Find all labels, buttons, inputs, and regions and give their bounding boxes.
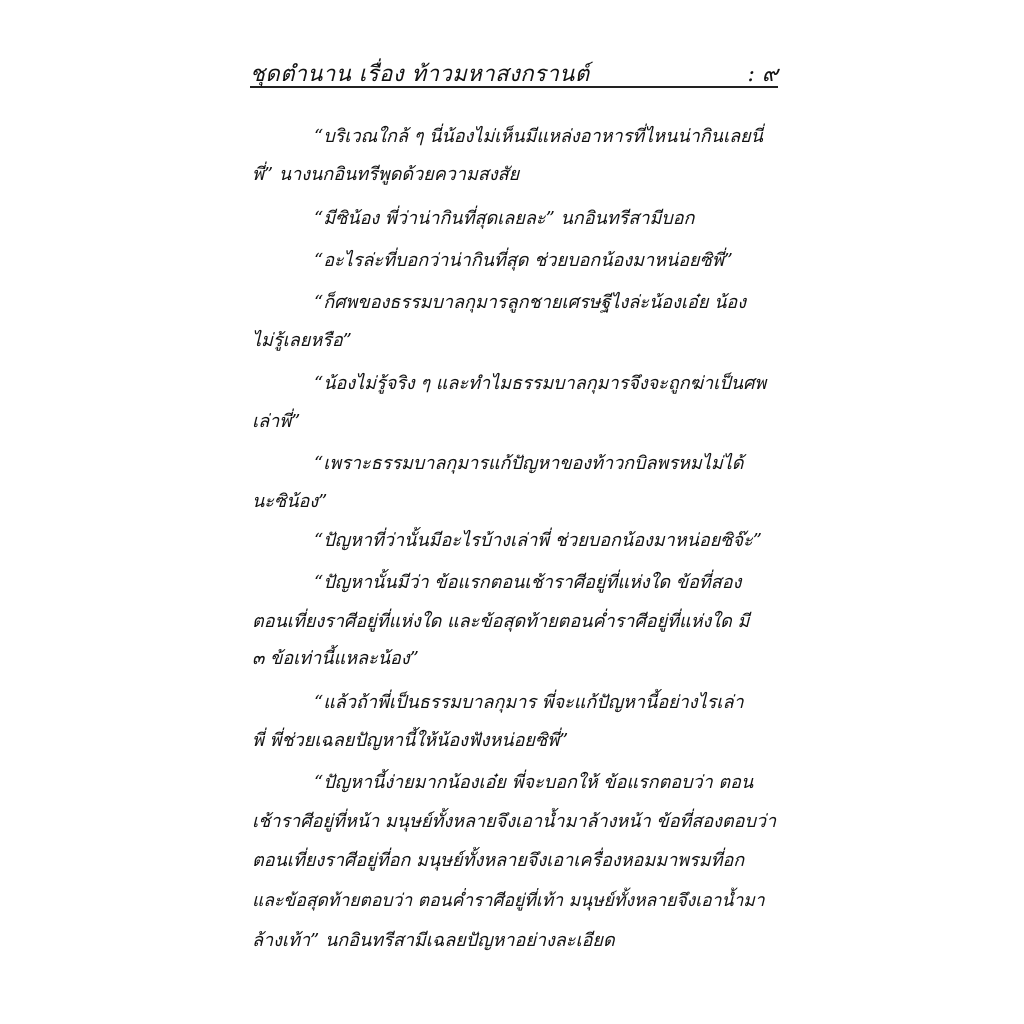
text-line: เช้าราศีอยู่ที่หน้า มนุษย์ทั้งหลายจึงเอาน้ำมาล้างหน้า ข้อที่สองตอบว่า	[252, 811, 777, 832]
text-line: “ปัญหาที่ว่านั้นมีอะไรบ้างเล่าพี่ ช่วยบอกน้องมาหน่อยซิจ๊ะ”	[314, 530, 762, 551]
header-rule	[250, 86, 778, 88]
text-line: เล่าพี่”	[252, 411, 301, 432]
text-line: “น้องไม่รู้จริง ๆ และทำไมธรรมบาลกุมารจึงจะถูกฆ่าเป็นศพ	[314, 373, 767, 394]
text-line: “อะไรล่ะที่บอกว่าน่ากินที่สุด ช่วยบอกน้องมาหน่อยซิพี่”	[314, 250, 733, 271]
text-line: “แล้วถ้าพี่เป็นธรรมบาลกุมาร พี่จะแก้ปัญหานี้อย่างไรเล่า	[314, 692, 744, 713]
text-line: ล้างเท้า” นกอินทรีสามีเฉลยปัญหาอย่างละเอียด	[252, 930, 615, 951]
text-line: “ปัญหานั้นมีว่า ข้อแรกตอนเช้าราศีอยู่ที่แห่งใด ข้อที่สอง	[314, 572, 742, 593]
text-line: “มีซิน้อง พี่ว่าน่ากินที่สุดเลยละ” นกอินทรีสามีบอก	[314, 208, 695, 229]
text-line: ไม่รู้เลยหรือ”	[252, 330, 352, 351]
text-line: ตอนเที่ยงราศีอยู่ที่แห่งใด และข้อสุดท้ายตอนค่ำราศีอยู่ที่แห่งใด มี	[252, 611, 750, 632]
text-line: “บริเวณใกล้ ๆ นี่น้องไม่เห็นมีแหล่งอาหารที่ไหนน่ากินเลยนี่	[314, 126, 763, 147]
running-title: ชุดตำนาน เรื่อง ท้าวมหาสงกรานต์	[250, 62, 590, 87]
page-header	[250, 50, 778, 90]
text-line: “ปัญหานี้ง่ายมากน้องเอ๋ย พี่จะบอกให้ ข้อแรกตอบว่า ตอน	[314, 772, 754, 793]
text-line: “เพราะธรรมบาลกุมารแก้ปัญหาของท้าวกบิลพรหมไม่ได้	[314, 453, 744, 474]
text-line: ตอนเที่ยงราศีอยู่ที่อก มนุษย์ทั้งหลายจึงเอาเครื่องหอมมาพรมที่อก	[252, 850, 745, 871]
text-line: พี่” นางนกอินทรีพูดด้วยความสงสัย	[252, 164, 520, 185]
text-line: “ก็ศพของธรรมบาลกุมารลูกชายเศรษฐีไงล่ะน้องเอ๋ย น้อง	[314, 292, 747, 313]
text-line: พี่ พี่ช่วยเฉลยปัญหานี้ให้น้องฟังหน่อยซิพี่”	[252, 730, 569, 751]
text-line: ๓ ข้อเท่านี้แหละน้อง”	[252, 648, 419, 669]
text-line: นะซิน้อง”	[252, 491, 328, 512]
page-number: : ๙	[747, 62, 778, 87]
text-line: และข้อสุดท้ายตอบว่า ตอนค่ำราศีอยู่ที่เท้า มนุษย์ทั้งหลายจึงเอาน้ำมา	[252, 891, 765, 911]
